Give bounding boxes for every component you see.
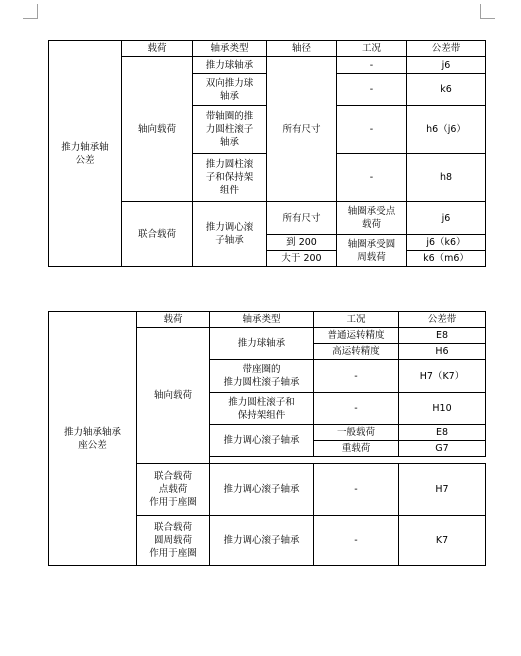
table2-combined-point-tolerance: H7 bbox=[399, 464, 486, 516]
page-corner-mark-top-right bbox=[480, 4, 495, 19]
table1-row4-type: 推力圆柱滚 子和保持架 组件 bbox=[193, 154, 267, 202]
table1-row2-tolerance: k6 bbox=[407, 74, 486, 106]
table2-combined-point-type: 推力调心滚子轴承 bbox=[210, 464, 314, 516]
table2-cage-row-tolerance: H10 bbox=[399, 393, 486, 425]
table2-housing-row-type: 带座圈的 推力圆柱滚子轴承 bbox=[210, 360, 314, 393]
table1-category: 推力轴承轴 公差 bbox=[49, 41, 122, 267]
table2-header-tolerance: 公差带 bbox=[399, 312, 486, 328]
table1-row3-condition: - bbox=[337, 106, 407, 154]
table1-header-load: 载荷 bbox=[122, 41, 193, 57]
table2-spherical-type: 推力调心滚子轴承 bbox=[210, 425, 314, 457]
table1-combined-diameter-3: 大于 200 bbox=[267, 251, 337, 267]
shaft-tolerance-table bbox=[48, 40, 486, 267]
table2-housing-row-tolerance: H7（K7） bbox=[399, 360, 486, 393]
housing-tolerance-table bbox=[48, 311, 486, 566]
table1-combined-diameter-1: 所有尺寸 bbox=[267, 202, 337, 235]
table2-sph-tolerance-2: G7 bbox=[399, 441, 486, 457]
table1-row1-type: 推力球轴承 bbox=[193, 57, 267, 74]
table1-combined-tolerance-1: j6 bbox=[407, 202, 486, 235]
table2-header-bearing-type: 轴承类型 bbox=[210, 312, 314, 328]
table2-tb-condition-1: 普通运转精度 bbox=[314, 328, 399, 344]
table2-tb-tolerance-1: E8 bbox=[399, 328, 486, 344]
table2-combined-point-load: 联合载荷 点载荷 作用于座圈 bbox=[137, 464, 210, 516]
table2-combined-point-condition: - bbox=[314, 464, 399, 516]
table2-combined-circ-load: 联合载荷 圆周载荷 作用于座圈 bbox=[137, 516, 210, 566]
table2-thrust-ball-type: 推力球轴承 bbox=[210, 328, 314, 360]
table2-header-load: 载荷 bbox=[137, 312, 210, 328]
table1-spherical-type: 推力调心滚 子轴承 bbox=[193, 202, 267, 267]
table1-header-bearing-type: 轴承类型 bbox=[193, 41, 267, 57]
table1-row4-tolerance: h8 bbox=[407, 154, 486, 202]
table1-combined-condition-2: 轴圈承受圆 周载荷 bbox=[337, 235, 407, 267]
table1-all-sizes: 所有尺寸 bbox=[267, 57, 337, 202]
table2-header-condition: 工况 bbox=[314, 312, 399, 328]
table2-sph-condition-2: 重载荷 bbox=[314, 441, 399, 457]
table2-sph-condition-1: 一般载荷 bbox=[314, 425, 399, 441]
table2-category: 推力轴承轴承 座公差 bbox=[49, 312, 137, 566]
table1-row2-type: 双向推力球 轴承 bbox=[193, 74, 267, 106]
table1-row1-condition: - bbox=[337, 57, 407, 74]
table1-header-condition: 工况 bbox=[337, 41, 407, 57]
table1-axial-load: 轴向载荷 bbox=[122, 57, 193, 202]
table1-combined-tolerance-2: j6（k6） bbox=[407, 235, 486, 251]
table2-axial-load: 轴向载荷 bbox=[137, 328, 210, 464]
table1-row1-tolerance: j6 bbox=[407, 57, 486, 74]
table2-tb-tolerance-2: H6 bbox=[399, 344, 486, 360]
table2-cage-row-condition: - bbox=[314, 393, 399, 425]
page-corner-mark-top-left bbox=[23, 4, 38, 19]
table2-sph-tolerance-1: E8 bbox=[399, 425, 486, 441]
table1-row3-type: 带轴圈的推 力圆柱滚子 轴承 bbox=[193, 106, 267, 154]
table1-combined-load: 联合载荷 bbox=[122, 202, 193, 267]
table2-cage-row-type: 推力圆柱滚子和 保持架组件 bbox=[210, 393, 314, 425]
table1-combined-condition-1: 轴圈承受点 载荷 bbox=[337, 202, 407, 235]
table1-row3-tolerance: h6（j6） bbox=[407, 106, 486, 154]
table1-row4-condition: - bbox=[337, 154, 407, 202]
table2-tb-condition-2: 高运转精度 bbox=[314, 344, 399, 360]
table1-header-tolerance: 公差带 bbox=[407, 41, 486, 57]
table1-row2-condition: - bbox=[337, 74, 407, 106]
table1-combined-diameter-2: 到 200 bbox=[267, 235, 337, 251]
table1-combined-tolerance-3: k6（m6） bbox=[407, 251, 486, 267]
table2-spacer-row bbox=[210, 457, 486, 464]
table2-combined-circ-tolerance: K7 bbox=[399, 516, 486, 566]
table2-combined-circ-type: 推力调心滚子轴承 bbox=[210, 516, 314, 566]
table2-combined-circ-condition: - bbox=[314, 516, 399, 566]
table2-housing-row-condition: - bbox=[314, 360, 399, 393]
table1-header-diameter: 轴径 bbox=[267, 41, 337, 57]
